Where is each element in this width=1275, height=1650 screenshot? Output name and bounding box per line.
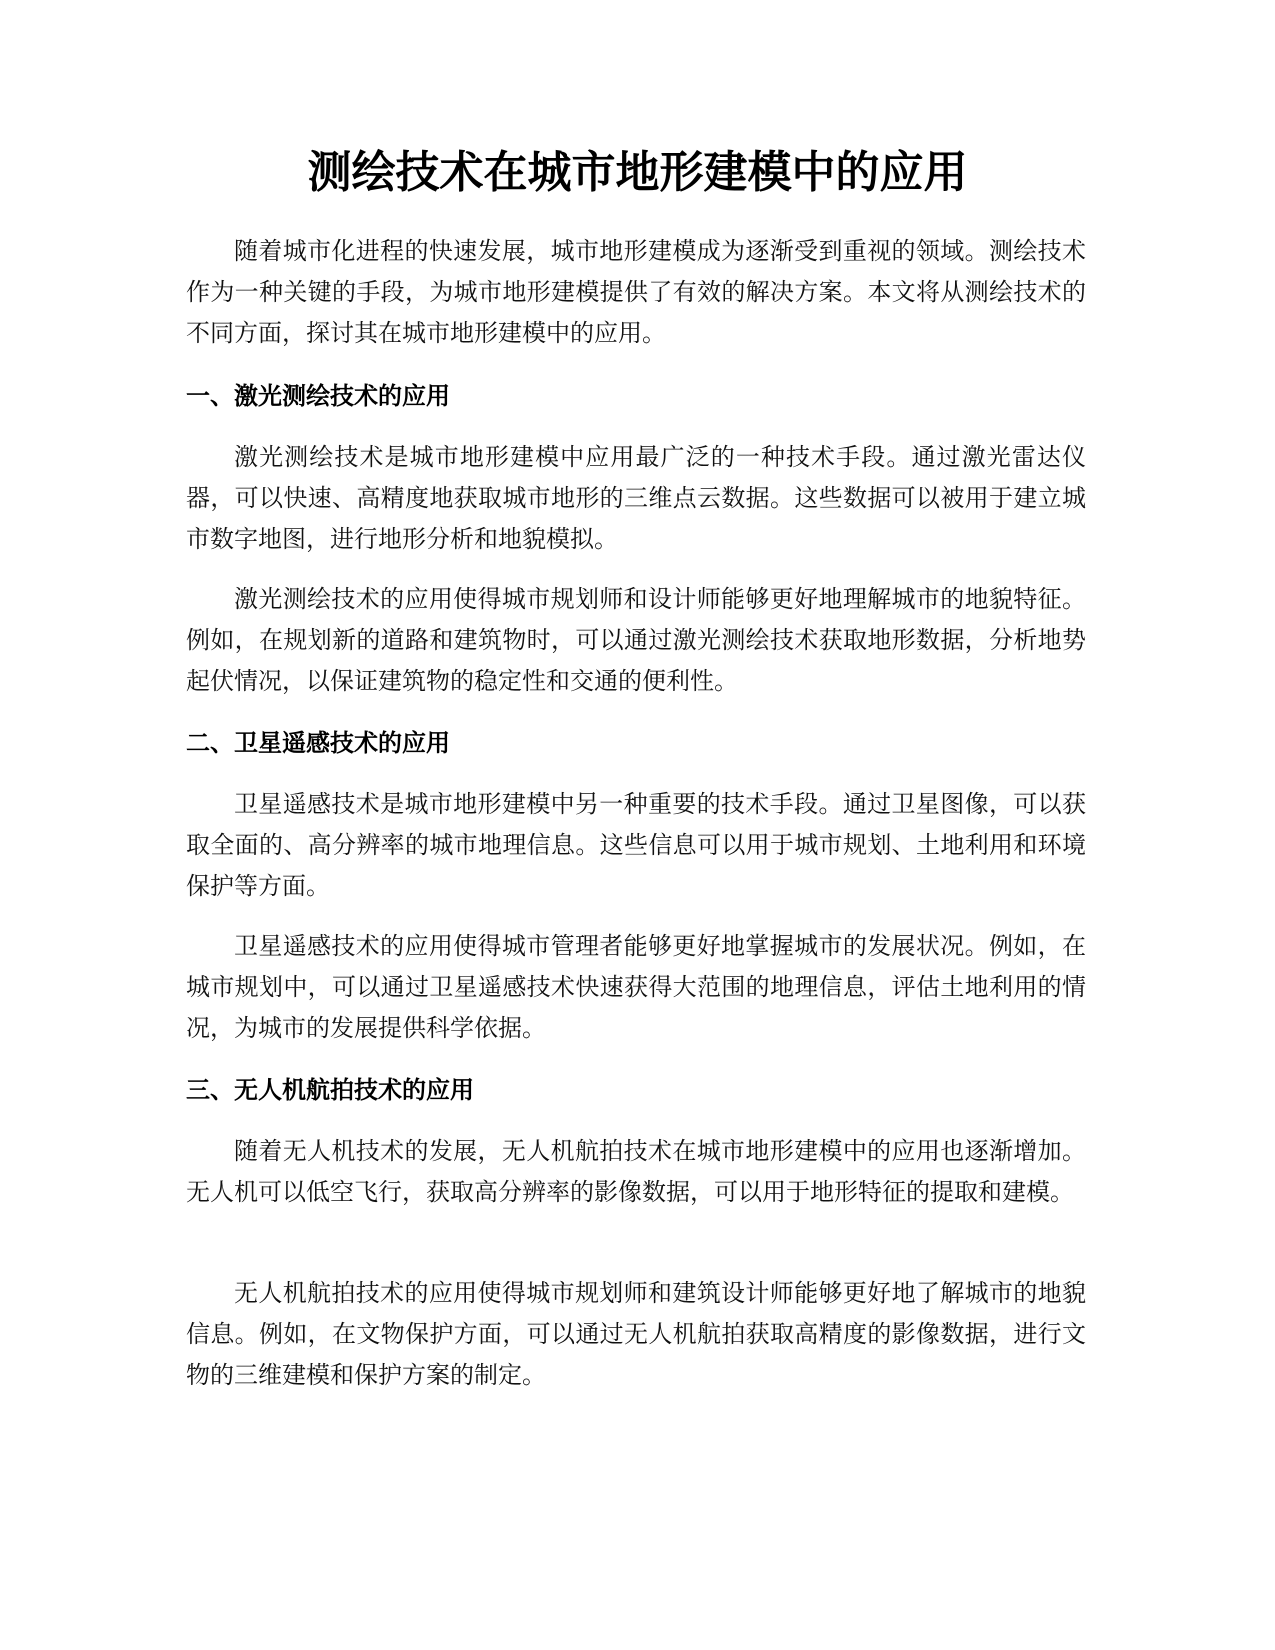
section-1-paragraph-2: 激光测绘技术的应用使得城市规划师和设计师能够更好地理解城市的地貌特征。例如，在规划新的道路和建筑物时，可以通过激光测绘技术获取地形数据，分析地势起伏情况，以保证建筑物的稳定性和交通的便利性。 [186,585,1086,695]
section-2-paragraph-2: 卫星遥感技术的应用使得城市管理者能够更好地掌握城市的发展状况。例如，在城市规划中，可以通过卫星遥感技术快速获得大范围的地理信息，评估土地利用的情况，为城市的发展提供科学依据。 [186,932,1086,1042]
section-3-paragraph-2: 无人机航拍技术的应用使得城市规划师和建筑设计师能够更好地了解城市的地貌信息。例如，在文物保护方面，可以通过无人机航拍获取高精度的影像数据，进行文物的三维建模和保护方案的制定。 [186,1279,1086,1389]
section-1-paragraph-1: 激光测绘技术是城市地形建模中应用最广泛的一种技术手段。通过激光雷达仪器，可以快速、高精度地获取城市地形的三维点云数据。这些数据可以被用于建立城市数字地图，进行地形分析和地貌模拟。 [186,443,1086,553]
intro-paragraph: 随着城市化进程的快速发展，城市地形建模成为逐渐受到重视的领域。测绘技术作为一种关键的手段，为城市地形建模提供了有效的解决方案。本文将从测绘技术的不同方面，探讨其在城市地形建模中的应用。 [186,237,1086,347]
section-1-heading: 一、激光测绘技术的应用 [186,382,450,410]
section-3-paragraph-1: 随着无人机技术的发展，无人机航拍技术在城市地形建模中的应用也逐渐增加。无人机可以低空飞行，获取高分辨率的影像数据，可以用于地形特征的提取和建模。 [186,1137,1086,1206]
section-3-heading: 三、无人机航拍技术的应用 [186,1076,474,1104]
section-2-paragraph-1: 卫星遥感技术是城市地形建模中另一种重要的技术手段。通过卫星图像，可以获取全面的、高分辨率的城市地理信息。这些信息可以用于城市规划、土地利用和环境保护等方面。 [186,790,1086,900]
document-title: 测绘技术在城市地形建模中的应用 [307,147,968,198]
section-2-heading: 二、卫星遥感技术的应用 [186,729,450,757]
